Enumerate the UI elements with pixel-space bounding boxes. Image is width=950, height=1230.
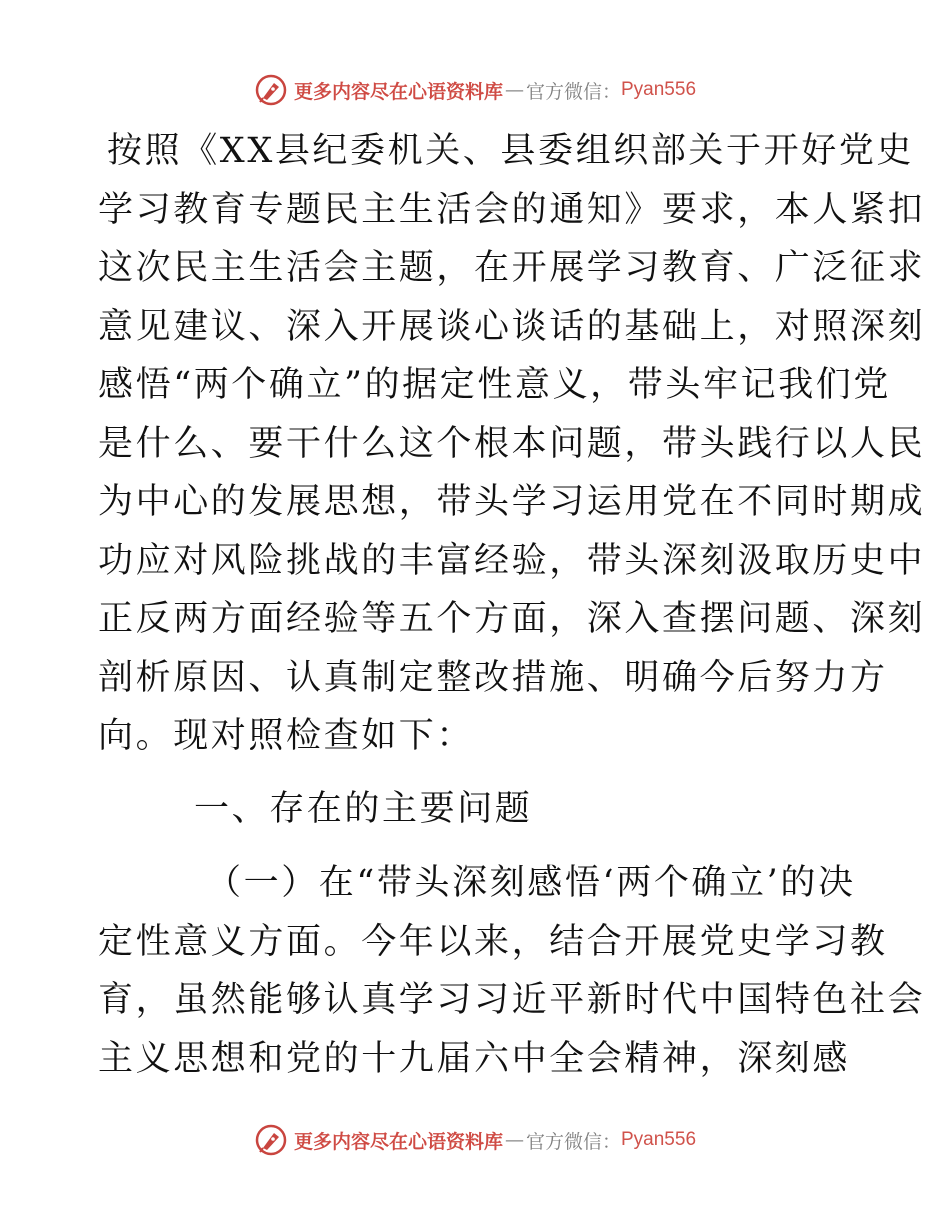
header-watermark xyxy=(0,68,950,112)
paragraph-line: 感悟“两个确立”的据定性意义，带头牢记我们党 xyxy=(98,365,891,405)
paragraph-line: 向。现对照检查如下： xyxy=(98,716,475,756)
footer-watermark xyxy=(0,1118,950,1162)
paragraph-line: 按照《XX县纪委机关、县委组织部关于开好党史 xyxy=(107,131,915,171)
watermark-wechat-label: 官方微信： xyxy=(525,80,621,103)
paragraph-line: 为中心的发展思想，带头学习运用党在不同时期成 xyxy=(98,482,926,522)
watermark-brand-text: 更多内容尽在心语资料库 xyxy=(293,80,503,103)
section-heading: 一、存在的主要问题 xyxy=(194,788,533,829)
paragraph-line: 正反两方面经验等五个方面，深入查摆问题、深刻 xyxy=(98,599,926,639)
subsection-line: 育，虽然能够认真学习习近平新时代中国特色社会 xyxy=(98,980,926,1020)
paragraph-line: 是什么、要干什么这个根本问题，带头践行以人民 xyxy=(98,423,926,464)
watermark-wechat-id: Pyan556 xyxy=(621,1129,697,1150)
document-body xyxy=(98,122,926,1088)
watermark-dash: — xyxy=(504,1129,524,1151)
pen-nib-circle-icon xyxy=(254,73,288,107)
paragraph-line: 学习教育专题民主生活会的通知》要求，本人紧扣 xyxy=(98,189,926,230)
subsection-line: 主义思想和党的十九届六中全会精神，深刻感 xyxy=(98,1038,851,1079)
paragraph-line: 功应对风险挑战的丰富经验，带头深刻汲取历史中 xyxy=(98,540,926,581)
watermark-wechat-label: 官方微信： xyxy=(525,1130,621,1153)
watermark-dash: — xyxy=(504,79,524,101)
subsection-line: 定性意义方面。今年以来，结合开展党史学习教 xyxy=(98,921,888,962)
pen-nib-circle-icon xyxy=(254,1123,288,1157)
paragraph-line: 这次民主生活会主题，在开展学习教育、广泛征求 xyxy=(98,248,926,288)
watermark-wechat-id: Pyan556 xyxy=(621,79,697,100)
paragraph-line: 意见建议、深入开展谈心谈话的基础上，对照深刻 xyxy=(98,306,926,347)
watermark-brand-text: 更多内容尽在心语资料库 xyxy=(293,1130,503,1153)
subsection-line: （一）在“带头深刻感悟‘两个确立’的决 xyxy=(206,863,856,903)
paragraph-line: 剖析原因、认真制定整改措施、明确今后努力方 xyxy=(98,657,888,698)
